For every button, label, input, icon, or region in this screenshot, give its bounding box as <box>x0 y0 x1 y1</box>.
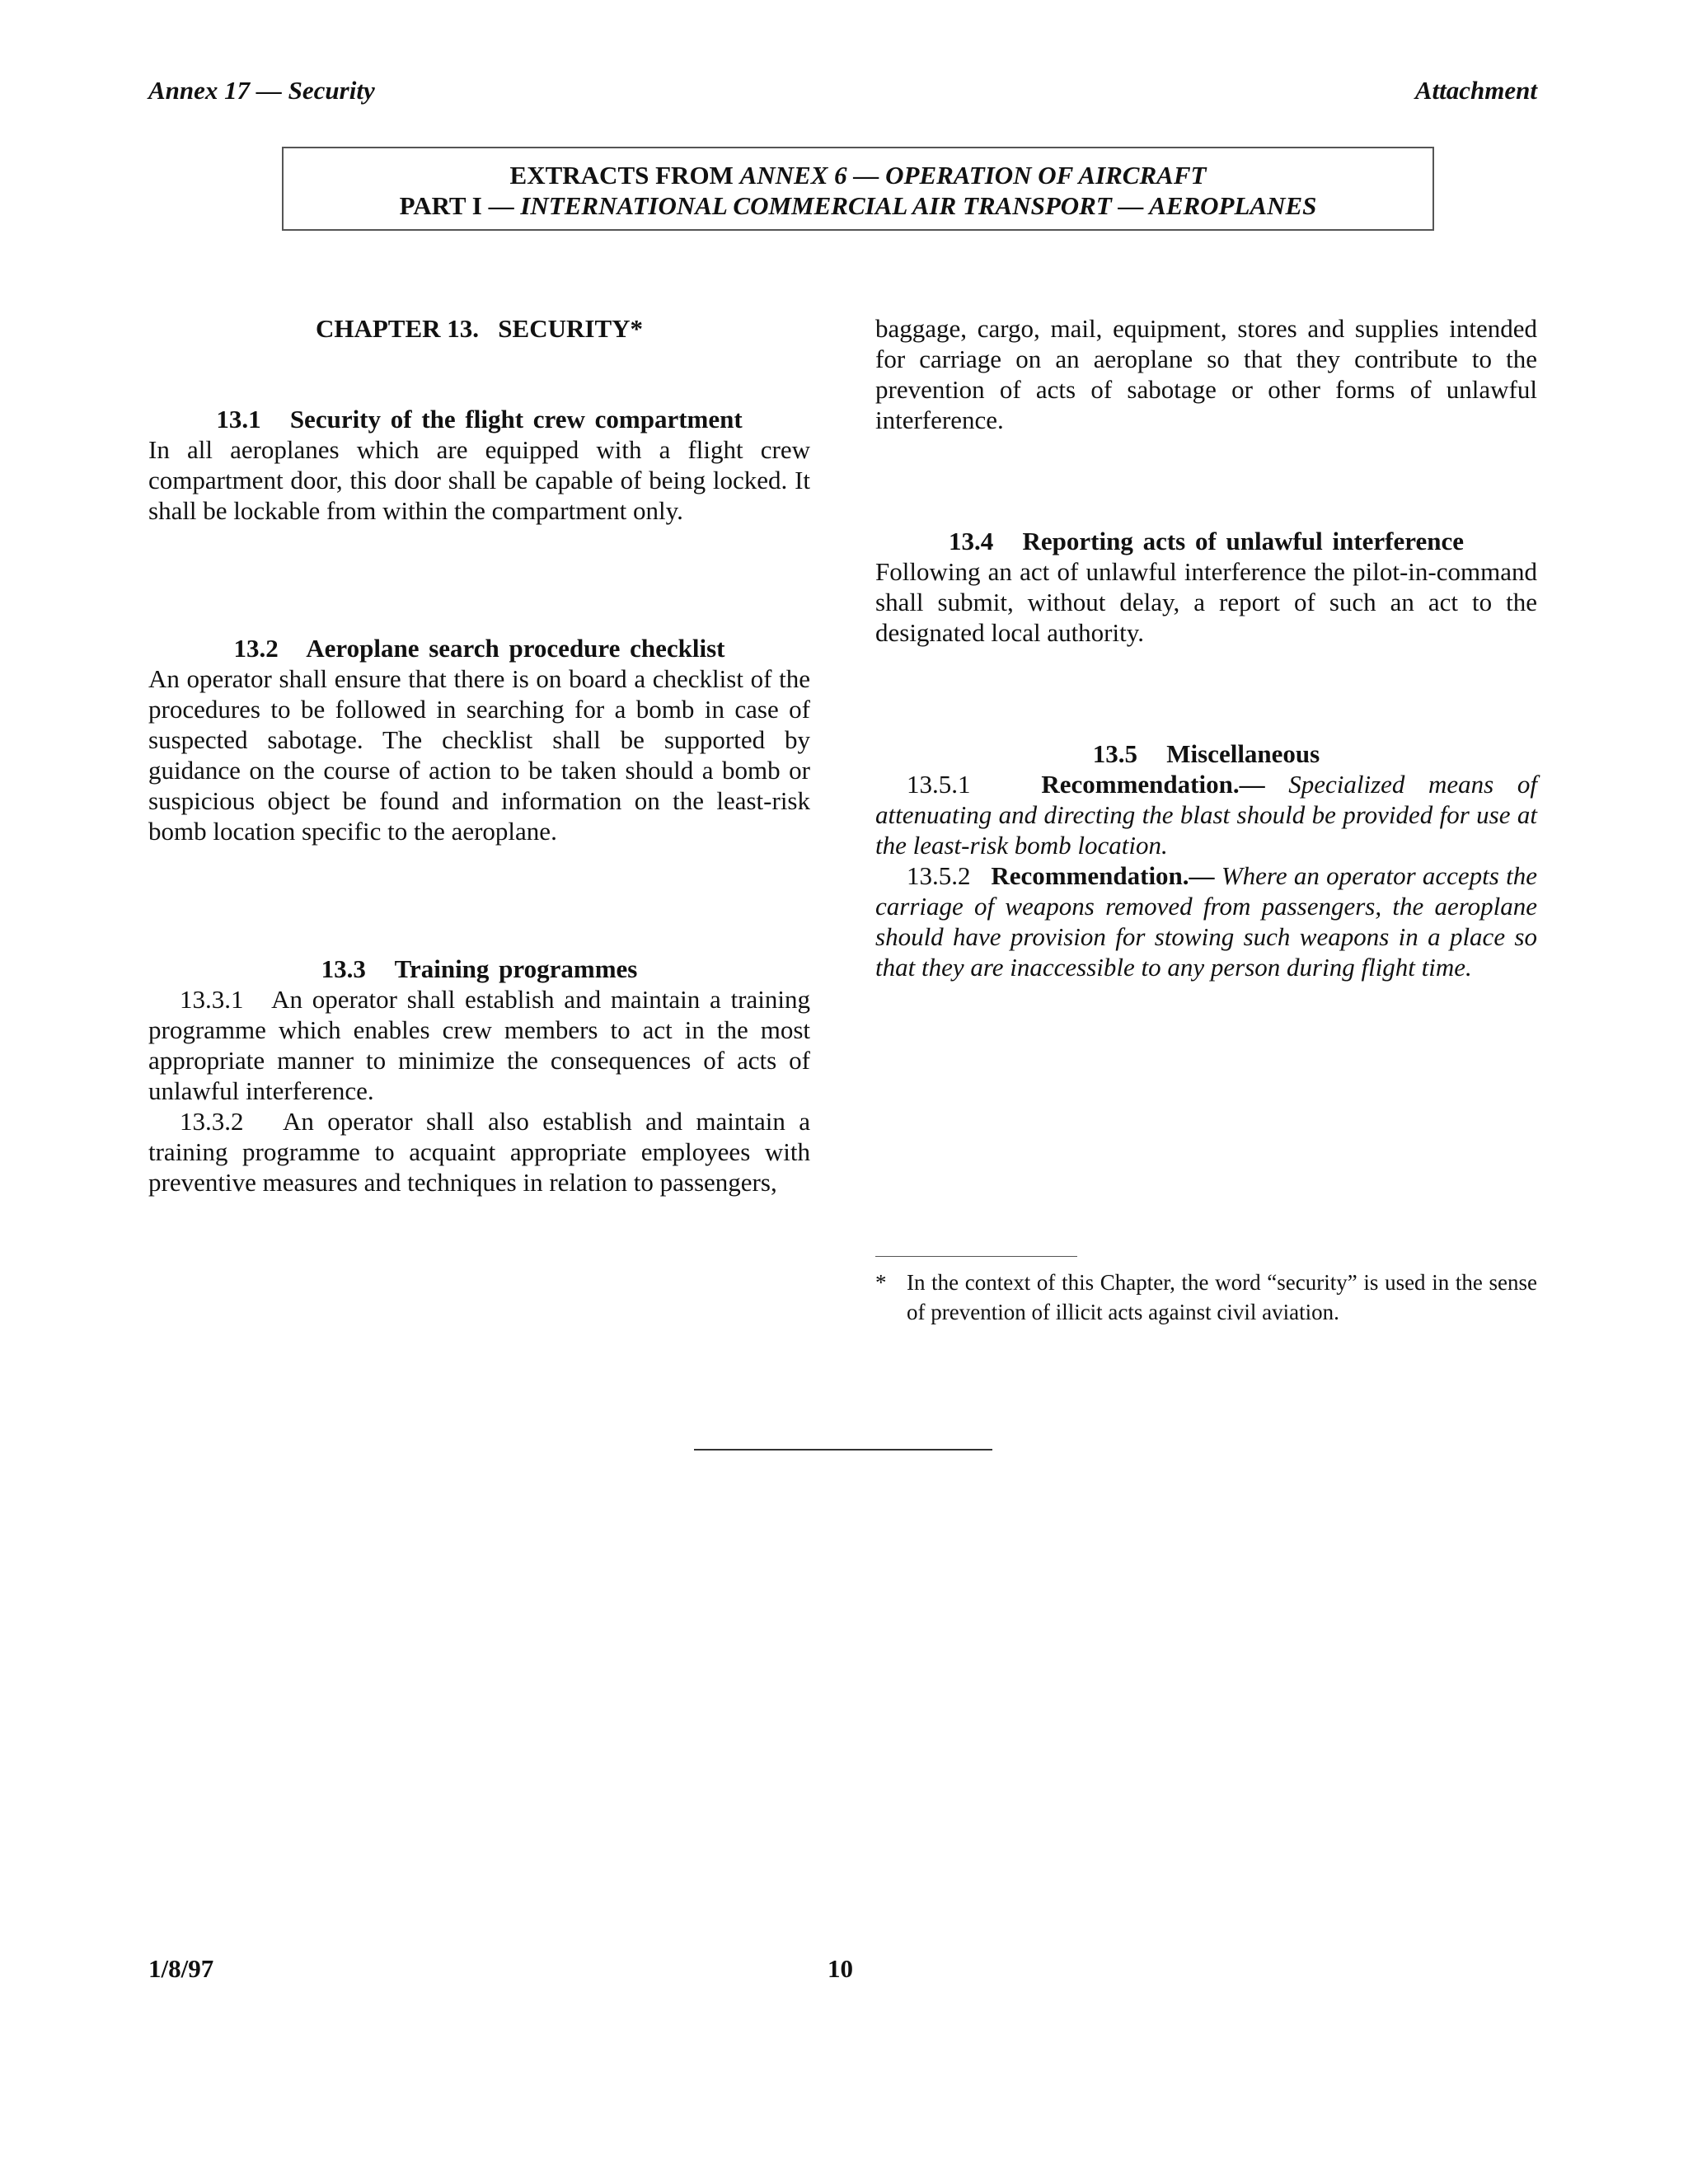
title-line-1-italic: ANNEX 6 — OPERATION OF AIRCRAFT <box>739 161 1207 190</box>
recommendation-13-5-2-text: Where an operator accepts the carriage of weapons removed from passengers, the aeroplane should have provision for stowing such weapons in a place so that they are inaccessible to any person during flight time. <box>875 861 1544 982</box>
footnote-mark: * <box>875 1270 887 1295</box>
section-13-5-heading: 13.5 Miscellaneous <box>1092 739 1320 768</box>
recommendation-13-5-1-label: Recommendation.— <box>1041 770 1265 799</box>
recommendation-13-5-2 <box>875 860 1544 982</box>
section-13-1-text: In all aeroplanes which are equipped with a flight crew compartment door, this door shall be capable of being locked. It shall be lockable from within the compartment only. <box>148 435 810 525</box>
title-line-2 <box>284 190 1432 221</box>
footnote-text: In the context of this Chapter, the word “security” is used in the sense of prevention of illicit acts against civil aviation. <box>907 1270 1537 1324</box>
recommendation-13-5-1-number: 13.5.1 <box>907 770 1042 799</box>
paragraph-13-3-2: 13.3.2 An operator shall also establish and maintain a training programme to acquaint appropriate employees with preventive measures and techniques in relation to passengers, <box>148 1107 817 1197</box>
footer-date: 1/8/97 <box>148 1954 214 1983</box>
recommendation-13-5-1 <box>875 769 1544 860</box>
right-column <box>875 313 1544 982</box>
section-13-4-text: Following an act of unlawful interference the pilot-in-command shall submit, without delay, a report of such an act to the designated local authority. <box>875 557 1537 647</box>
recommendation-13-5-2-label: Recommendation.— <box>991 861 1215 890</box>
footnote-rule <box>875 1256 1077 1257</box>
title-line-1 <box>284 160 1432 190</box>
paragraph-13-3-1: 13.3.1 An operator shall establish and maintain a training programme which enables crew members to act in the most appropriate manner to minimize the consequences of acts of unlawful interference. <box>148 985 817 1105</box>
paragraph-13-3-2-continued: baggage, cargo, mail, equipment, stores and supplies intended for carriage on an aeroplane so that they contribute to the prevention of acts of sabotage or other forms of unlawful interference. <box>875 314 1537 434</box>
recommendation-13-5-1-text: Specialized means of attenuating and directing the blast should be provided for use at the least-risk bomb location. <box>875 770 1544 860</box>
end-of-chapter-rule <box>694 1449 992 1451</box>
left-column <box>148 313 817 1197</box>
section-13-4-heading: 13.4 Reporting acts of unlawful interference <box>949 527 1464 555</box>
title-box <box>282 147 1434 231</box>
recommendation-13-5-2-number: 13.5.2 <box>907 861 992 890</box>
chapter-heading: CHAPTER 13. SECURITY* <box>315 314 644 343</box>
footnote <box>875 1268 1537 1327</box>
running-header-left: Annex 17 — Security <box>148 76 375 105</box>
footer-page-number: 10 <box>828 1954 853 1983</box>
section-13-3-heading: 13.3 Training programmes <box>321 954 638 983</box>
section-13-2-text: An operator shall ensure that there is on board a checklist of the procedures to be followed in searching for a bomb in case of suspected sabotage. The checklist shall be supported by guidance on the course of action to be taken should a bomb or suspicious object be found and information on the least-risk bomb location specific to the aeroplane. <box>148 664 810 846</box>
section-13-1-heading: 13.1 Security of the flight crew compartment <box>216 405 743 434</box>
title-line-2-plain: PART I — <box>399 191 521 220</box>
title-line-1-plain: EXTRACTS FROM <box>509 161 740 190</box>
title-line-2-italic: INTERNATIONAL COMMERCIAL AIR TRANSPORT — AEROPLANES <box>520 191 1317 220</box>
running-header-right: Attachment <box>1414 76 1537 105</box>
section-13-2-heading: 13.2 Aeroplane search procedure checklist <box>233 634 725 663</box>
